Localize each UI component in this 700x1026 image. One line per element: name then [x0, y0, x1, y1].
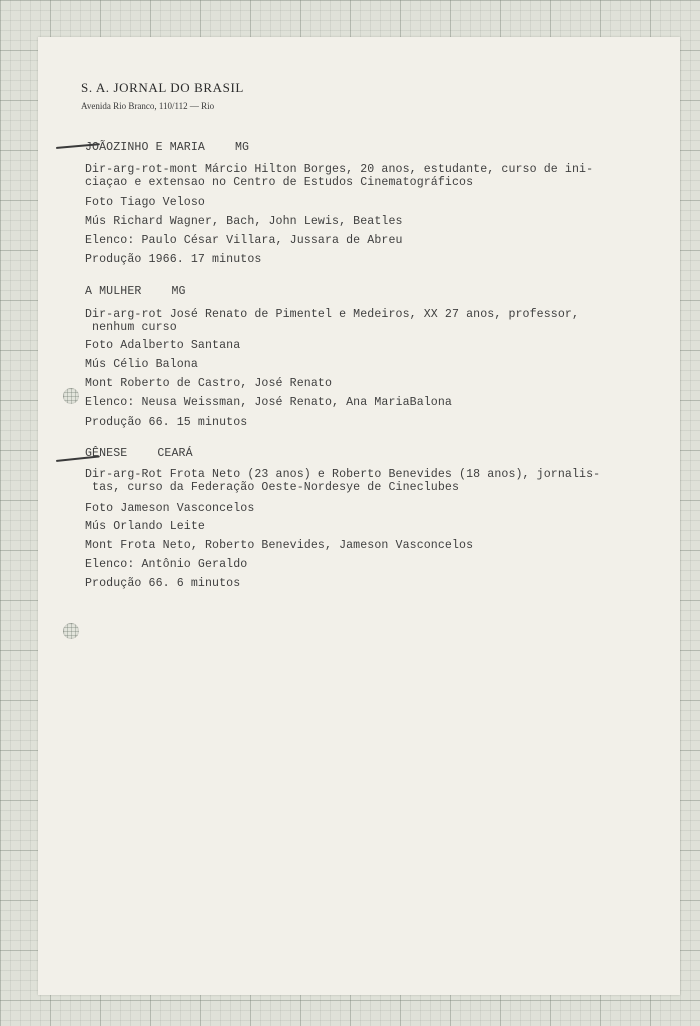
film-credit-line: nenhum curso: [85, 321, 177, 334]
film-credit-line: Mús Orlando Leite: [85, 520, 205, 533]
film-credit-line: Elenco: Paulo César Villara, Jussara de Abreu: [85, 234, 403, 247]
punch-hole: [63, 388, 79, 404]
film-credit-line: Mont Roberto de Castro, José Renato: [85, 377, 333, 390]
film-title: GÊNESE: [85, 447, 128, 460]
film-credit-line: Produção 66. 6 minutos: [85, 577, 241, 590]
film-credit-line: Produção 66. 15 minutos: [85, 416, 248, 429]
letterhead-address: Avenida Rio Branco, 110/112 — Rio: [81, 101, 215, 111]
film-credit-line: Elenco: Antônio Geraldo: [85, 558, 248, 571]
film-region: CEARÁ: [157, 447, 193, 460]
film-credit-line: Mús Célio Balona: [85, 358, 198, 371]
film-credit-line: tas, curso da Federação Oeste-Nordesye de Cineclubes: [85, 481, 460, 494]
film-region: MG: [171, 285, 186, 298]
letterhead-title: S. A. JORNAL DO BRASIL: [81, 80, 244, 95]
film-credit-line: Foto Adalberto Santana: [85, 339, 241, 352]
film-credit-line: Mont Frota Neto, Roberto Benevides, Jameson Vasconcelos: [85, 539, 474, 552]
film-credit-line: Foto Tiago Veloso: [85, 196, 205, 209]
film-credit-line: Foto Jameson Vasconcelos: [85, 502, 255, 515]
film-region: MG: [234, 141, 250, 154]
film-credit-line: ciaçao e extensao no Centro de Estudos Cinematográficos: [85, 176, 474, 189]
film-credit-line: Dir-arg-rot-mont Márcio Hilton Borges, 20 anos, estudante, curso de ini-: [85, 163, 594, 176]
film-credit-line: Mús Richard Wagner, Bach, John Lewis, Beatles: [85, 215, 403, 228]
film-title: A MULHER: [85, 285, 142, 298]
punch-hole: [63, 623, 79, 639]
film-title: JOÃOZINHO E MARIA: [85, 141, 205, 154]
film-credit-line: Dir-arg-rot José Renato de Pimentel e Medeiros, XX 27 anos, professor,: [85, 308, 580, 321]
film-credit-line: Elenco: Neusa Weissman, José Renato, Ana MariaBalona: [85, 396, 452, 409]
film-heading: [85, 447, 193, 460]
film-credit-line: Dir-arg-Rot Frota Neto (23 anos) e Roberto Benevides (18 anos), jornalis-: [85, 468, 601, 481]
typed-document-page: [38, 37, 680, 995]
film-heading: [85, 285, 186, 298]
film-heading: [85, 141, 249, 154]
film-credit-line: Produção 1966. 17 minutos: [85, 253, 262, 266]
